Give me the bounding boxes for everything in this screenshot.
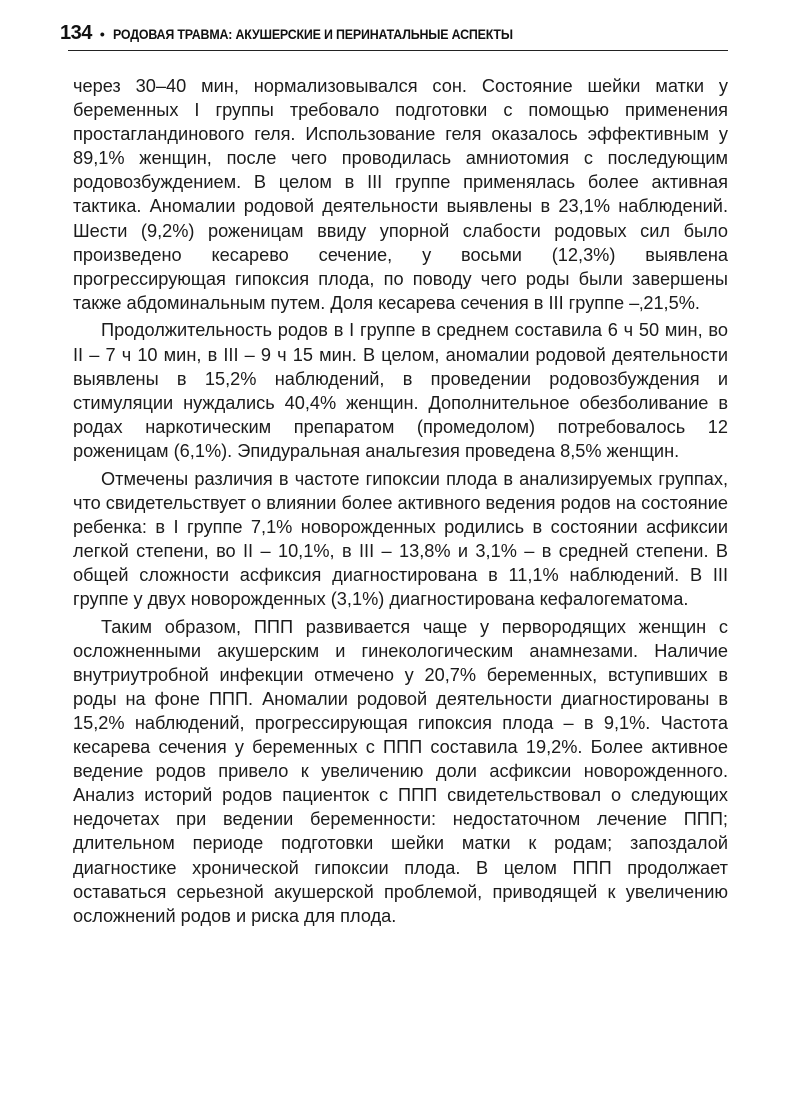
paragraph-fetal-hypoxia: Отмечены различия в частоте гипоксии плода в анализируемых группах, что свидетельствует о влиянии более активного ведения родов на состояние ребенка: в I группе 7,1% новорожденных родились в состоянии асфиксии легкой степени, во II – 10,1%, в III – 13,8% и 3,1% – в средней степени. В общей сложности асфиксия диагностирована в 11,1% наблюдений. В III группе у двух новорожденных (3,1%) диагностирована кефалогематома. [73, 468, 728, 609]
header-bullet: • [99, 26, 105, 42]
paragraph-labor-duration: Продолжительность родов в I группе в среднем составила 6 ч 50 мин, во II – 7 ч 10 мин, в III – 9 ч 15 мин. В целом, аномалии родовой деятельности выявлены в 15,2% наблюдений, в проведении родовозбуждения и стимуляции нуждались 40,4% женщин. Дополнительное обезболивание в родах наркотическим препаратом (промедолом) потребовалось 12 роженицам (6,1%). Эпидуральная анальгезия проведена 8,5% женщин. [73, 320, 728, 461]
paragraph-continuation: через 30–40 мин, нормализовывался сон. Состояние шейки матки у беременных I группы требовало подготовки с помощью применения простагландинового геля. Использование геля оказалось эффективным у 89,1% женщин, после чего проводилась амниотомия с последующим родовозбуждением. В целом в III группе применялась более активная тактика. Аномалии родовой деятельности выявлены в 23,1% наблюдений. Шести (9,2%) роженицам ввиду упорной слабости родовых сил было произведено кесарево сечение, у восьми (12,3%) выявлена прогрессирующая гипоксия плода, по поводу чего роды были завершены также абдоминальным путем. Доля кесарева сечения в III группе –‚21,5%. [73, 76, 728, 313]
running-header [60, 22, 730, 52]
paragraph-conclusion: Таким образом, ППП развивается чаще у первородящих женщин с осложненными акушерским и гинекологическим анамнезами. Наличие внутриутробной инфекции отмечено у 20,7% беременных, вступивших в роды на фоне ППП. Аномалии родовой деятельности диагностированы в 15,2% наблюдений, прогрессирующая гипоксия плода – в 9,1%. Частота кесарева сечения у беременных с ППП составила 19,2%. Более активное ведение родов привело к увеличению доли асфиксии новорожденного. Анализ историй родов пациенток с ППП свидетельствовал о следующих недочетах при ведении беременности: недостаточном лечение ППП; длительном периоде подготовки шейки матки к родам; запоздалой диагностике хронической гипоксии плода. В целом ППП продолжает оставаться серьезной акушерской проблемой, приводящей к увеличению осложнений родов и риска для плода. [73, 616, 728, 926]
header-rule [68, 50, 728, 51]
body-text [73, 74, 728, 931]
running-title: РОДОВАЯ ТРАВМА: АКУШЕРСКИЕ И ПЕРИНАТАЛЬНЫЕ АСПЕКТЫ [112, 27, 513, 42]
page-number: 134 [60, 22, 92, 44]
